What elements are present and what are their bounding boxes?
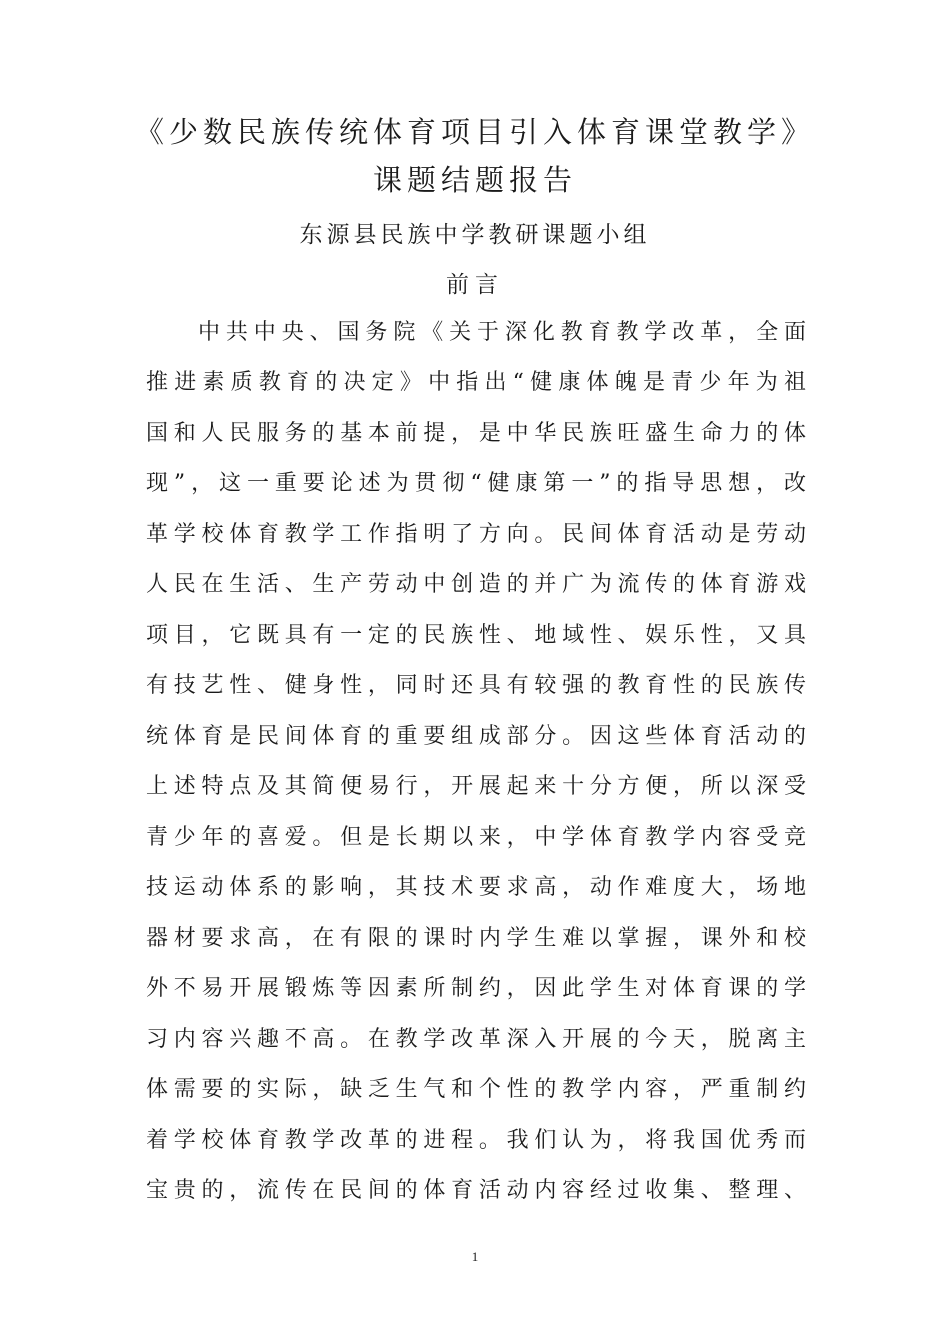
page-number: 1 [471,1249,479,1264]
paragraph-line: 器材要求高，在有限的课时内学生难以掌握，课外和校 [146,926,806,951]
paragraph-line: 中共中央、国务院《关于深化教育教学改革，全面 [198,320,806,345]
paragraph-line: 习内容兴趣不高。在教学改革深入开展的今天，脱离主 [146,1027,806,1052]
paragraph-line: 人民在生活、生产劳动中创造的并广为流传的体育游戏 [146,572,806,597]
paragraph-line: 有技艺性、健身性，同时还具有较强的教育性的民族传 [146,673,806,698]
author-group: 东源县民族中学教研课题小组 [299,222,651,248]
document-title-line-2: 课题结题报告 [372,163,577,197]
paragraph-line: 上述特点及其简便易行，开展起来十分方便，所以深受 [146,774,806,799]
paragraph-line: 现”，这一重要论述为贯彻“健康第一”的指导思想，改 [146,471,806,496]
paragraph-line: 青少年的喜爱。但是长期以来，中学体育教学内容受竞 [146,825,806,850]
section-heading: 前言 [446,272,504,298]
paragraph-line: 技运动体系的影响，其技术要求高，动作难度大，场地 [146,875,806,900]
paragraph-line: 统体育是民间体育的重要组成部分。因这些体育活动的 [146,724,806,749]
paragraph-line: 推进素质教育的决定》中指出“健康体魄是青少年为祖 [146,370,806,395]
paragraph-line: 项目，它既具有一定的民族性、地域性、娱乐性，又具 [146,623,806,648]
paragraph-line: 宝贵的，流传在民间的体育活动内容经过收集、整理、 [146,1178,806,1203]
paragraph-line: 国和人民服务的基本前提，是中华民族旺盛生命力的体 [146,421,806,446]
paragraph-line: 着学校体育教学改革的进程。我们认为，将我国优秀而 [146,1128,806,1153]
document-title-line-1: 《少数民族传统体育项目引入体育课堂教学》 [134,115,815,149]
paragraph-line: 体需要的实际，缺乏生气和个性的教学内容，严重制约 [146,1077,806,1102]
paragraph-line: 革学校体育教学工作指明了方向。民间体育活动是劳动 [146,522,806,547]
paragraph-line: 外不易开展锻炼等因素所制约，因此学生对体育课的学 [146,976,806,1001]
